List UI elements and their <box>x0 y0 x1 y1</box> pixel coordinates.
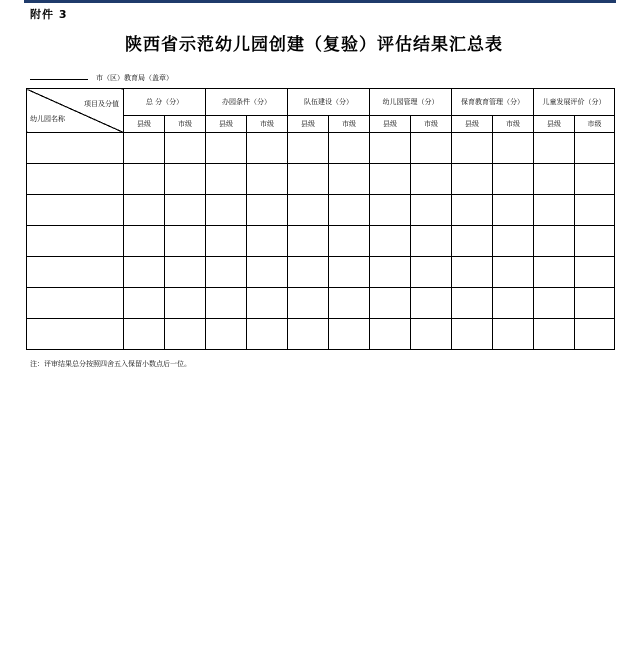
level-county: 县级 <box>452 116 493 133</box>
score-cell[interactable] <box>206 133 247 164</box>
score-cell[interactable] <box>411 195 452 226</box>
score-cell[interactable] <box>493 226 534 257</box>
attachment-label: 附件 3 <box>30 8 68 21</box>
score-cell[interactable] <box>124 133 165 164</box>
score-cell[interactable] <box>165 319 206 350</box>
score-cell[interactable] <box>493 195 534 226</box>
score-cell[interactable] <box>370 133 411 164</box>
score-cell[interactable] <box>370 288 411 319</box>
score-cell[interactable] <box>329 257 370 288</box>
level-county: 县级 <box>206 116 247 133</box>
score-cell[interactable] <box>411 319 452 350</box>
level-county: 县级 <box>288 116 329 133</box>
score-cell[interactable] <box>452 288 493 319</box>
header-row-groups <box>27 89 615 116</box>
score-cell[interactable] <box>329 319 370 350</box>
score-cell[interactable] <box>493 164 534 195</box>
table-row <box>27 195 615 226</box>
score-cell[interactable] <box>411 288 452 319</box>
diagonal-bottom-label: 幼儿园名称 <box>30 115 65 123</box>
score-cell[interactable] <box>124 164 165 195</box>
score-cell[interactable] <box>370 226 411 257</box>
table-row <box>27 257 615 288</box>
score-cell[interactable] <box>124 257 165 288</box>
table-row <box>27 133 615 164</box>
score-cell[interactable] <box>534 257 575 288</box>
score-cell[interactable] <box>575 319 615 350</box>
kindergarten-name-cell[interactable] <box>27 319 124 350</box>
score-cell[interactable] <box>329 288 370 319</box>
score-cell[interactable] <box>534 164 575 195</box>
score-cell[interactable] <box>247 133 288 164</box>
score-cell[interactable] <box>124 195 165 226</box>
score-cell[interactable] <box>575 288 615 319</box>
score-cell[interactable] <box>247 195 288 226</box>
score-cell[interactable] <box>534 226 575 257</box>
score-cell[interactable] <box>534 195 575 226</box>
group-header-child-dev: 儿童发展评价（分） <box>534 89 615 116</box>
score-cell[interactable] <box>247 164 288 195</box>
score-cell[interactable] <box>534 319 575 350</box>
level-city: 市级 <box>247 116 288 133</box>
score-cell[interactable] <box>288 257 329 288</box>
table-row <box>27 288 615 319</box>
score-cell[interactable] <box>493 319 534 350</box>
footnote: 注：评审结果总分按照四舍五入保留小数点后一位。 <box>30 360 191 368</box>
kindergarten-name-cell[interactable] <box>27 164 124 195</box>
score-cell[interactable] <box>165 164 206 195</box>
score-cell[interactable] <box>288 133 329 164</box>
summary-table <box>26 88 615 350</box>
diagonal-top-label: 项目及分值 <box>84 100 119 108</box>
score-cell[interactable] <box>288 164 329 195</box>
kindergarten-name-cell[interactable] <box>27 226 124 257</box>
score-cell[interactable] <box>452 226 493 257</box>
score-cell[interactable] <box>329 164 370 195</box>
score-cell[interactable] <box>370 195 411 226</box>
score-cell[interactable] <box>124 288 165 319</box>
score-cell[interactable] <box>165 226 206 257</box>
level-city: 市级 <box>411 116 452 133</box>
group-header-education: 保育教育管理（分） <box>452 89 534 116</box>
score-cell[interactable] <box>452 257 493 288</box>
score-cell[interactable] <box>206 288 247 319</box>
kindergarten-name-cell[interactable] <box>27 195 124 226</box>
level-city: 市级 <box>165 116 206 133</box>
level-county: 县级 <box>370 116 411 133</box>
score-cell[interactable] <box>124 226 165 257</box>
score-cell[interactable] <box>124 319 165 350</box>
score-cell[interactable] <box>165 257 206 288</box>
level-city: 市级 <box>493 116 534 133</box>
level-county: 县级 <box>124 116 165 133</box>
score-cell[interactable] <box>493 257 534 288</box>
score-cell[interactable] <box>247 257 288 288</box>
score-cell[interactable] <box>370 319 411 350</box>
score-cell[interactable] <box>370 257 411 288</box>
score-cell[interactable] <box>493 133 534 164</box>
score-cell[interactable] <box>288 288 329 319</box>
score-cell[interactable] <box>370 164 411 195</box>
kindergarten-name-cell[interactable] <box>27 288 124 319</box>
score-cell[interactable] <box>165 133 206 164</box>
score-cell[interactable] <box>452 164 493 195</box>
score-cell[interactable] <box>534 288 575 319</box>
issuer-label: 市（区）教育局（盖章） <box>96 74 173 82</box>
kindergarten-name-cell[interactable] <box>27 133 124 164</box>
score-cell[interactable] <box>575 195 615 226</box>
score-cell[interactable] <box>452 133 493 164</box>
header-rule <box>24 0 616 3</box>
score-cell[interactable] <box>206 164 247 195</box>
score-cell[interactable] <box>288 226 329 257</box>
group-header-management: 幼儿园管理（分） <box>370 89 452 116</box>
table-row <box>27 319 615 350</box>
score-cell[interactable] <box>575 133 615 164</box>
score-cell[interactable] <box>575 164 615 195</box>
level-city: 市级 <box>329 116 370 133</box>
score-cell[interactable] <box>411 226 452 257</box>
kindergarten-name-cell[interactable] <box>27 257 124 288</box>
table-row <box>27 226 615 257</box>
score-cell[interactable] <box>534 133 575 164</box>
score-cell[interactable] <box>575 226 615 257</box>
score-cell[interactable] <box>165 195 206 226</box>
score-cell[interactable] <box>206 319 247 350</box>
score-cell[interactable] <box>411 257 452 288</box>
score-cell[interactable] <box>329 195 370 226</box>
level-city: 市级 <box>575 116 615 133</box>
score-cell[interactable] <box>411 133 452 164</box>
score-cell[interactable] <box>247 226 288 257</box>
group-header-total: 总 分（分） <box>124 89 206 116</box>
score-cell[interactable] <box>575 257 615 288</box>
group-header-conditions: 办园条件（分） <box>206 89 288 116</box>
table-row <box>27 164 615 195</box>
level-county: 县级 <box>534 116 575 133</box>
score-cell[interactable] <box>452 319 493 350</box>
score-cell[interactable] <box>288 195 329 226</box>
diagonal-header-cell <box>27 89 124 133</box>
score-cell[interactable] <box>493 288 534 319</box>
score-cell[interactable] <box>247 288 288 319</box>
score-cell[interactable] <box>329 133 370 164</box>
issuer-line <box>30 73 173 83</box>
score-cell[interactable] <box>329 226 370 257</box>
score-cell[interactable] <box>165 288 206 319</box>
score-cell[interactable] <box>288 319 329 350</box>
document-title: 陕西省示范幼儿园创建（复验）评估结果汇总表 <box>125 35 503 55</box>
score-cell[interactable] <box>206 257 247 288</box>
city-name-blank[interactable] <box>30 79 88 80</box>
group-header-staff: 队伍建设（分） <box>288 89 370 116</box>
score-cell[interactable] <box>411 164 452 195</box>
score-cell[interactable] <box>247 319 288 350</box>
score-cell[interactable] <box>206 195 247 226</box>
score-cell[interactable] <box>206 226 247 257</box>
score-cell[interactable] <box>452 195 493 226</box>
